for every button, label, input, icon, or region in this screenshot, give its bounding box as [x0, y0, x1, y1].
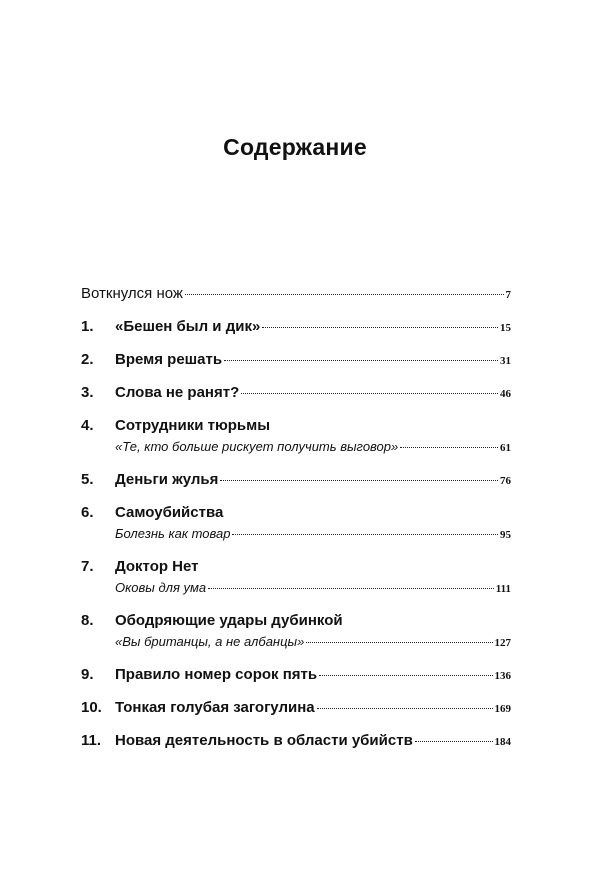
chapter-title: Слова не ранят? — [115, 384, 240, 401]
chapter-number: 8. — [81, 612, 94, 629]
chapter-number: 6. — [81, 504, 94, 521]
toc-page-number: 136 — [494, 670, 511, 682]
dot-leader — [306, 642, 492, 643]
toc-page-number: 7 — [505, 289, 511, 301]
toc-page-number: 15 — [500, 322, 511, 334]
chapter-title: Деньги жулья — [115, 471, 219, 488]
page-title: Содержание — [223, 134, 367, 160]
table-of-contents — [81, 285, 511, 765]
toc-entry-chapter-4[interactable] — [81, 417, 511, 455]
chapter-subtitle: «Вы британцы, а не албанцы» — [115, 634, 305, 649]
dot-leader — [319, 675, 492, 676]
toc-page-number: 111 — [495, 583, 511, 595]
toc-entry-chapter-9[interactable] — [81, 666, 511, 683]
toc-page-number: 95 — [500, 529, 511, 541]
dot-leader — [220, 480, 498, 481]
toc-entry-chapter-3[interactable] — [81, 384, 511, 401]
chapter-title: Ободряющие удары дубинкой — [115, 612, 343, 629]
chapter-title: Сотрудники тюрьмы — [115, 417, 271, 434]
chapter-title: Время решать — [115, 351, 223, 368]
chapter-number: 4. — [81, 417, 94, 434]
chapter-title: Правило номер сорок пять — [115, 666, 318, 683]
dot-leader — [317, 708, 493, 709]
chapter-title: «Бешен был и дик» — [115, 318, 261, 335]
chapter-number: 5. — [81, 471, 94, 488]
chapter-number: 3. — [81, 384, 94, 401]
chapter-title: Тонкая голубая загогулина — [115, 699, 315, 716]
toc-entry-chapter-7[interactable] — [81, 558, 511, 596]
dot-leader — [400, 447, 498, 448]
toc-page-number: 61 — [500, 442, 511, 454]
dot-leader — [208, 588, 494, 589]
chapter-number: 9. — [81, 666, 94, 683]
toc-page-number: 46 — [500, 388, 511, 400]
dot-leader — [224, 360, 498, 361]
toc-entry-title: Воткнулся нож — [81, 285, 183, 302]
chapter-title: Самоубийства — [115, 504, 224, 521]
dot-leader — [262, 327, 498, 328]
toc-entry-chapter-10[interactable] — [81, 699, 511, 716]
toc-entry-chapter-6[interactable] — [81, 504, 511, 542]
toc-page-number: 184 — [494, 736, 511, 748]
chapter-subtitle: Болезнь как товар — [115, 526, 231, 541]
dot-leader — [185, 294, 504, 295]
chapter-subtitle: Оковы для ума — [115, 580, 207, 595]
toc-page-number: 31 — [500, 355, 511, 367]
chapter-subtitle: «Те, кто больше рискует получить выговор» — [115, 439, 399, 454]
chapter-number: 10. — [81, 699, 102, 716]
toc-entry-chapter-1[interactable] — [81, 318, 511, 335]
chapter-title: Доктор Нет — [115, 558, 199, 575]
dot-leader — [241, 393, 498, 394]
chapter-number: 11. — [81, 732, 102, 749]
chapter-title: Новая деятельность в области убийств — [115, 732, 413, 749]
chapter-number: 1. — [81, 318, 94, 335]
toc-entry-intro[interactable] — [81, 285, 511, 302]
chapter-number: 7. — [81, 558, 94, 575]
chapter-number: 2. — [81, 351, 94, 368]
toc-page-number: 169 — [494, 703, 511, 715]
toc-entry-chapter-2[interactable] — [81, 351, 511, 368]
dot-leader — [415, 741, 493, 742]
toc-entry-chapter-11[interactable] — [81, 732, 511, 749]
toc-page-number: 127 — [494, 637, 511, 649]
toc-page-number: 76 — [500, 475, 511, 487]
dot-leader — [232, 534, 498, 535]
toc-entry-chapter-8[interactable] — [81, 612, 511, 650]
toc-entry-chapter-5[interactable] — [81, 471, 511, 488]
